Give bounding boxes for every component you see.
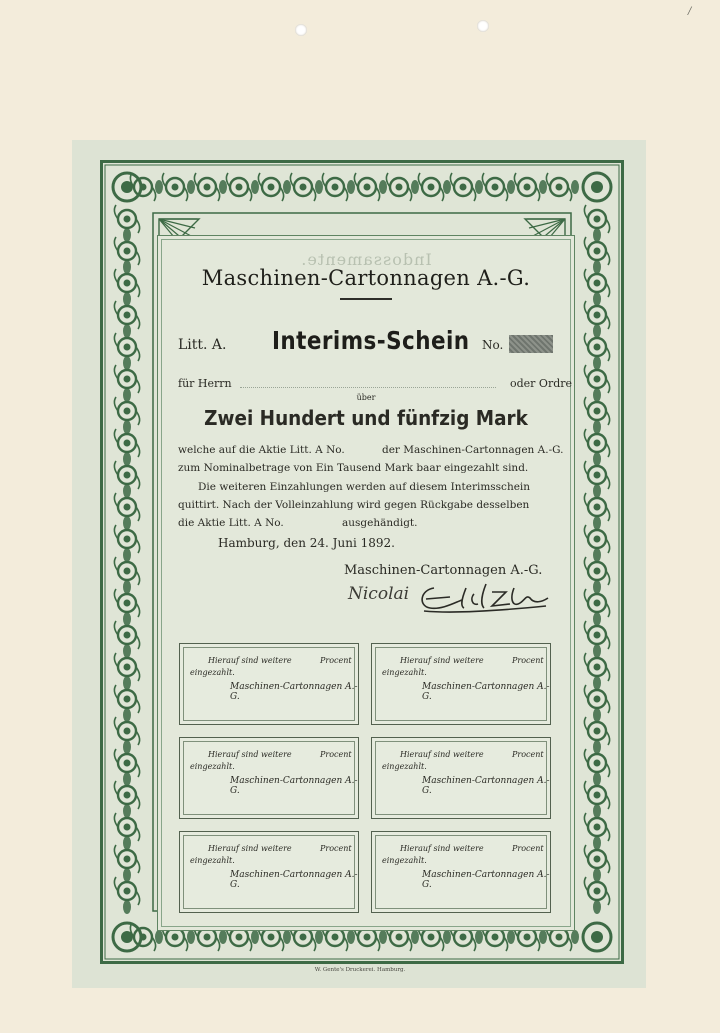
body-line-1a: welche auf die Aktie Litt. A No. — [178, 444, 345, 456]
receipt-text-b: Procent — [320, 656, 352, 665]
receipt-text-b: Procent — [320, 750, 352, 759]
company-name: Maschinen-Cartonnagen A.-G. — [201, 266, 531, 290]
punch-hole-right — [477, 20, 489, 32]
receipt-text-c: eingezahlt. — [190, 762, 235, 771]
printer-imprint: W. Gente's Druckerei. Hamburg. — [314, 967, 406, 973]
receipt-text-a: Hierauf sind weitere — [400, 656, 484, 665]
body-line-2: zum Nominalbetrage von Ein Tausend Mark baar eingezahlt sind. — [178, 462, 529, 474]
receipt-box — [371, 737, 551, 819]
receipt-text-a: Hierauf sind weitere — [208, 844, 292, 853]
body-line-5b: ausgehändigt. — [342, 517, 418, 529]
number-label: No. — [482, 338, 504, 352]
signature-nicolai: Nicolai — [348, 584, 410, 604]
over-label: über — [356, 393, 376, 402]
receipt-box — [371, 643, 551, 725]
receipt-text-d: Maschinen-Cartonnagen A.-G. — [422, 870, 550, 890]
receipt-box — [179, 737, 359, 819]
receipt-text-b: Procent — [512, 750, 544, 759]
receipt-text-c: eingezahlt. — [382, 668, 427, 677]
punch-hole-left — [295, 24, 307, 36]
receipt-text-c: eingezahlt. — [190, 668, 235, 677]
holder-label: für Herrn — [178, 377, 232, 390]
amount-text: Zwei Hundert und fünfzig Mark — [204, 406, 528, 430]
receipt-box — [371, 831, 551, 913]
receipt-text-a: Hierauf sind weitere — [400, 750, 484, 759]
litt-label: Litt. A. — [178, 337, 227, 353]
receipt-text-d: Maschinen-Cartonnagen A.-G. — [422, 682, 550, 702]
signature-salzkorn — [416, 580, 556, 616]
body-line-4: quittirt. Nach der Volleinzahlung wird gegen Rückgabe desselben — [178, 499, 530, 511]
receipt-text-a: Hierauf sind weitere — [208, 750, 292, 759]
body-line-3: Die weiteren Einzahlungen werden auf diesem Interimsschein — [198, 481, 531, 493]
receipt-text-a: Hierauf sind weitere — [208, 656, 292, 665]
receipt-box — [179, 831, 359, 913]
receipt-text-c: eingezahlt. — [382, 856, 427, 865]
redacted-number — [509, 335, 553, 353]
pencil-mark: / — [688, 6, 692, 17]
receipt-text-c: eingezahlt. — [382, 762, 427, 771]
receipt-text-d: Maschinen-Cartonnagen A.-G. — [230, 870, 358, 890]
title-rule — [340, 298, 392, 300]
receipt-text-a: Hierauf sind weitere — [400, 844, 484, 853]
certificate-title: Interims-Schein — [272, 326, 470, 355]
certificate-panel — [157, 235, 575, 931]
receipt-text-c: eingezahlt. — [190, 856, 235, 865]
receipt-box — [179, 643, 359, 725]
body-line-5a: die Aktie Litt. A No. — [178, 517, 284, 529]
order-label: oder Ordre — [510, 377, 573, 390]
body-line-1b: der Maschinen-Cartonnagen A.-G. — [382, 444, 564, 456]
place-date: Hamburg, den 24. Juni 1892. — [218, 536, 395, 550]
reverse-watermark: Indossamente. — [300, 250, 432, 269]
receipt-text-d: Maschinen-Cartonnagen A.-G. — [230, 682, 358, 702]
receipt-text-b: Procent — [320, 844, 352, 853]
receipt-text-b: Procent — [512, 844, 544, 853]
ornamental-frame — [100, 160, 624, 964]
signature-company: Maschinen-Cartonnagen A.-G. — [344, 563, 543, 578]
receipt-text-d: Maschinen-Cartonnagen A.-G. — [230, 776, 358, 796]
certificate-sheet — [72, 140, 646, 988]
receipt-text-b: Procent — [512, 656, 544, 665]
receipt-text-d: Maschinen-Cartonnagen A.-G. — [422, 776, 550, 796]
holder-line — [240, 387, 496, 388]
